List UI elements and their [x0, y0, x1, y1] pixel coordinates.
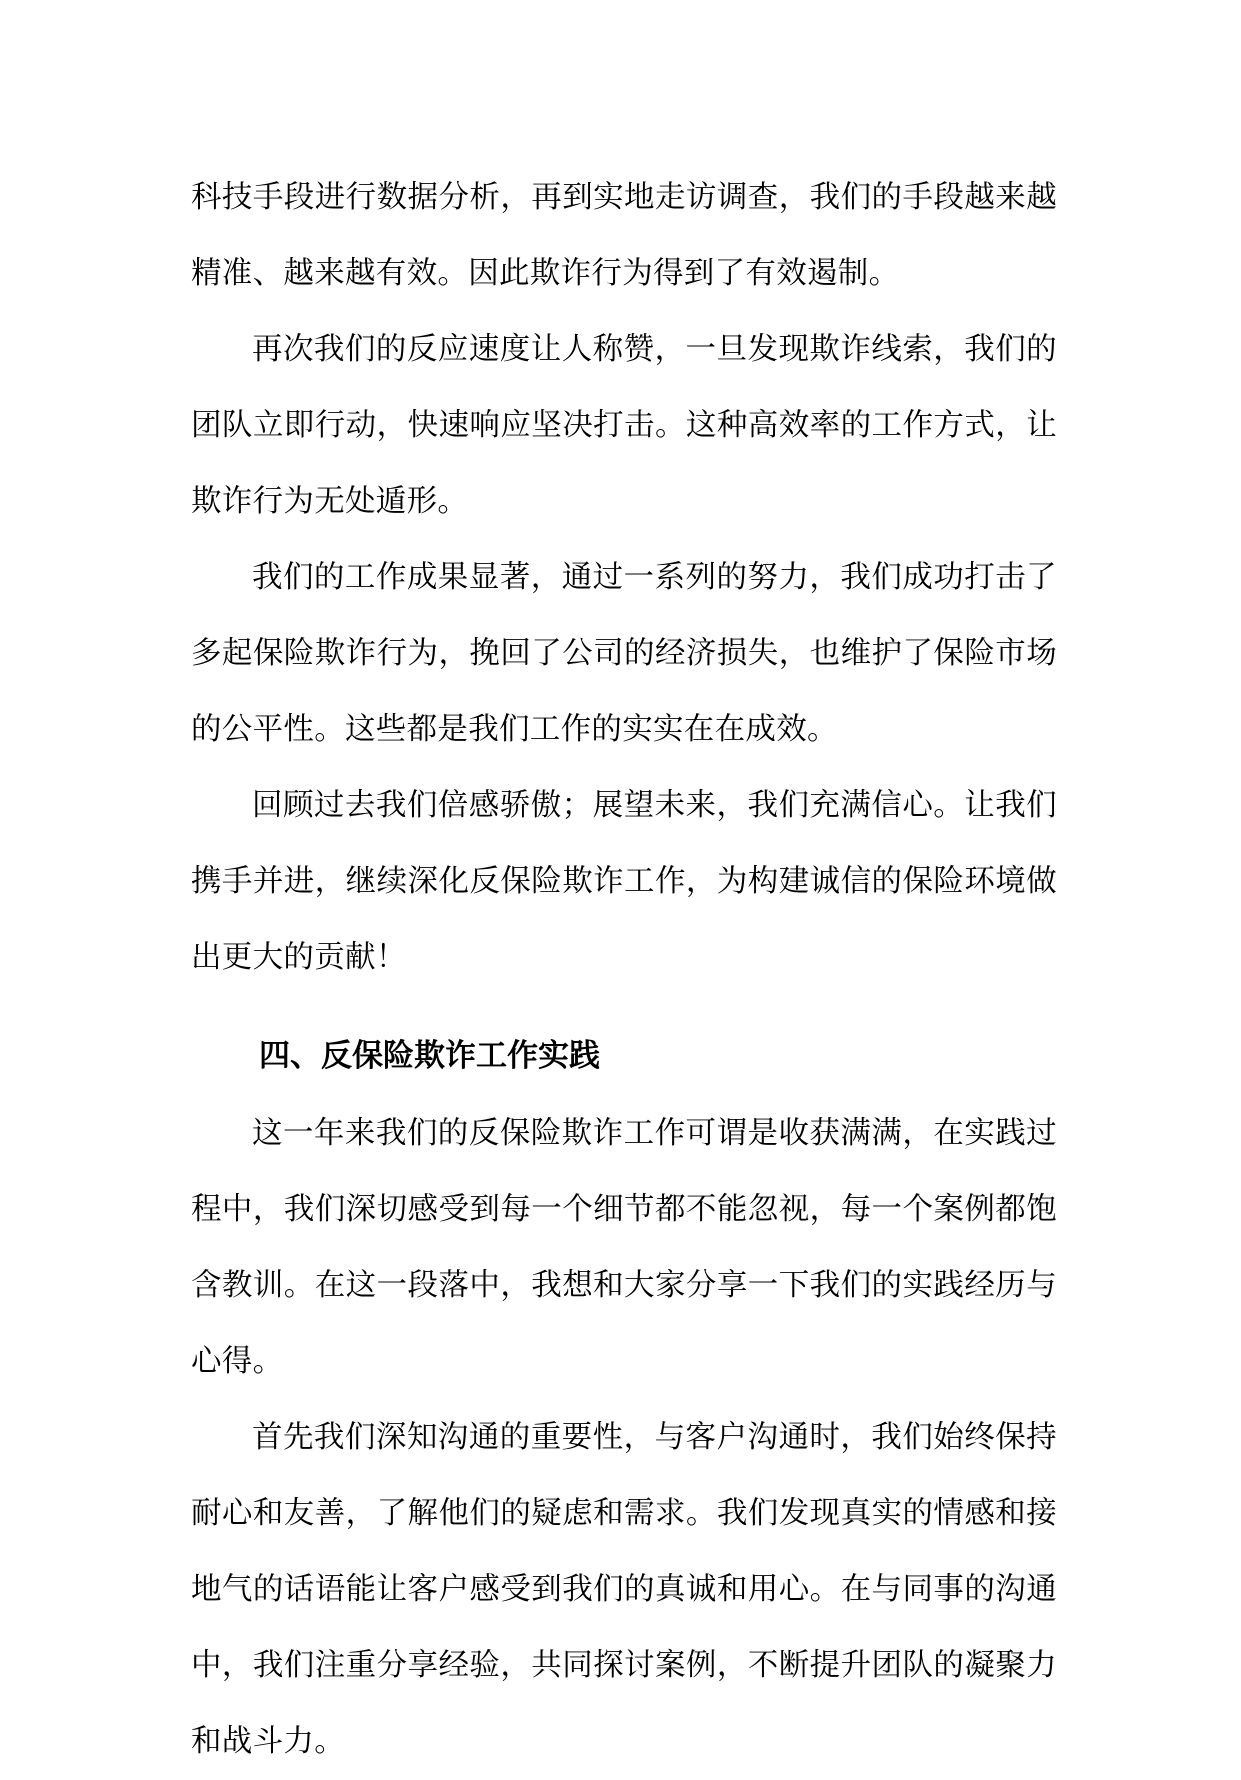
- document-page: [191, 160, 1057, 1780]
- section-heading: 四、反保险欺诈工作实践: [259, 1038, 600, 1074]
- paragraph: 再次我们的反应速度让人称赞，一旦发现欺诈线索，我们的团队立即行动，快速响应坚决打击。这种高效率的工作方式，让欺诈行为无处遁形。: [191, 332, 1057, 519]
- paragraph: 我们的工作成果显著，通过一系列的努力，我们成功打击了多起保险欺诈行为，挽回了公司的经济损失，也维护了保险市场的公平性。这些都是我们工作的实实在在成效。: [191, 560, 1057, 747]
- paragraph: 这一年来我们的反保险欺诈工作可谓是收获满满，在实践过程中，我们深切感受到每一个细节都不能忽视，每一个案例都饱含教训。在这一段落中，我想和大家分享一下我们的实践经历与心得。: [191, 1116, 1057, 1379]
- paragraph: 首先我们深知沟通的重要性，与客户沟通时，我们始终保持耐心和友善，了解他们的疑虑和需求。我们发现真实的情感和接地气的话语能让客户感受到我们的真诚和用心。在与同事的沟通中，我们注重分享经验，共同探讨案例，不断提升团队的凝聚力和战斗力。: [191, 1420, 1057, 1759]
- paragraph: 科技手段进行数据分析，再到实地走访调查，我们的手段越来越精准、越来越有效。因此欺诈行为得到了有效遏制。: [191, 180, 1057, 291]
- paragraph: 回顾过去我们倍感骄傲；展望未来，我们充满信心。让我们携手并进，继续深化反保险欺诈工作，为构建诚信的保险环境做出更大的贡献！: [191, 788, 1057, 975]
